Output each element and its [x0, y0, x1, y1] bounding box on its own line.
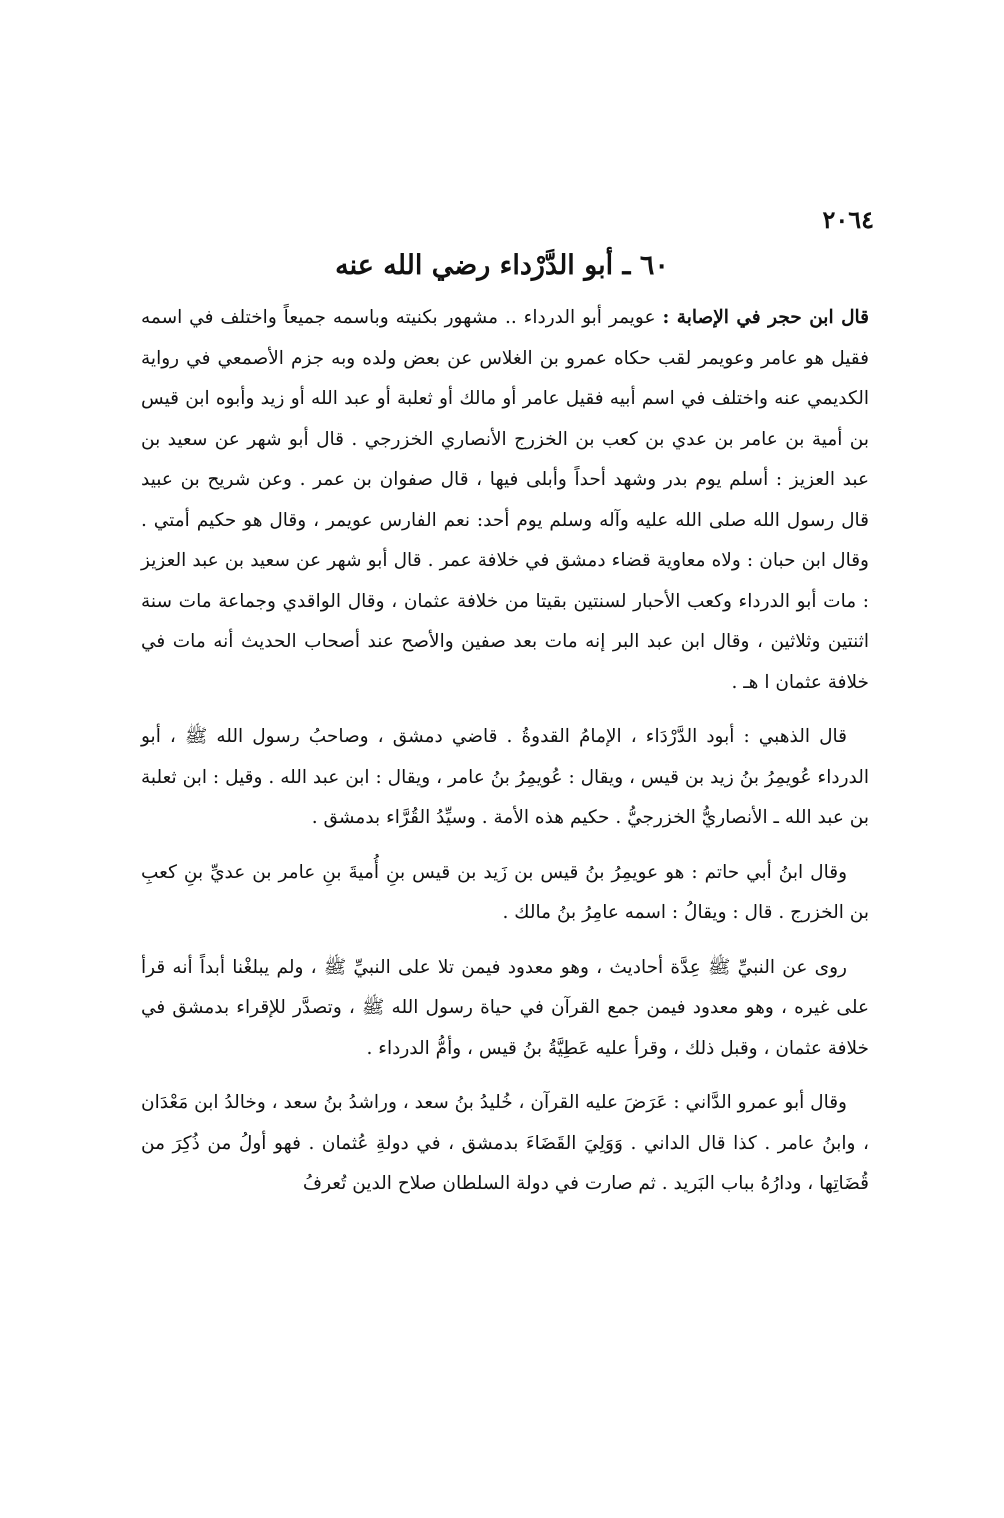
paragraph-text: قال الذهبي : أبود الدَّرْدَاء ، الإمامُ القدوةُ . قاضي دمشق ، وصاحبُ رسول الله ﷺ ، أبو الدرداء عُويمِرُ بنُ زيد بن قيس ، ويقال : عُويمِرُ بنُ عامر ، ويقال : ابن عبد الله . وقيل : ابن ثعلبة بن عبد الله ـ الأنصاريُّ الخزرجيُّ . حكيم هذه الأمة . وسيِّدُ القُرَّاء بدمشق . — [141, 726, 869, 828]
paragraph — [141, 853, 869, 934]
paragraph-lead: قال ابن حجر في الإصابة : — [662, 307, 870, 328]
paragraph — [141, 298, 869, 703]
paragraph — [141, 1083, 869, 1205]
paragraph — [141, 717, 869, 839]
page-number: ٢٠٦٤ — [822, 205, 874, 234]
page-title: ٦٠ ـ أبو الدَّرْداء رضي الله عنه — [335, 250, 669, 282]
paragraph-text: عويمر أبو الدرداء .. مشهور بكنيته وباسمه جميعاً واختلف في اسمه فقيل هو عامر وعويمر لقب حكاه عمرو بن الغلاس عن بعض ولده وبه جزم الأصمعي في رواية الكديمي عنه واختلف في اسم أبيه فقيل عامر أو مالك أو ثعلبة أو عبد الله أو زيد وأبوه ابن قيس بن أمية بن عامر بن عدي بن كعب بن الخزرج الأنصاري الخزرجي . قال أبو شهر عن سعيد بن عبد العزيز : أسلم يوم بدر وشهد أحداً وأبلى فيها ، قال صفوان بن عمر . وعن شريح بن عبيد قال رسول الله صلى الله عليه وآله وسلم يوم أحد: نعم الفارس عويمر ، وقال هو حكيم أمتي . وقال ابن حبان : ولاه معاوية قضاء دمشق في خلافة عمر . قال أبو شهر عن سعيد بن عبد العزيز : مات أبو الدرداء وكعب الأحبار لسنتين بقيتا من خلافة عثمان ، وقال الواقدي وجماعة مات سنة اثنتين وثلاثين ، وقال ابن عبد البر إنه مات بعد صفين والأصح عند أصحاب الحديث أنه مات في خلافة عثمان ا هـ . — [141, 307, 869, 693]
paragraph — [141, 948, 869, 1070]
paragraph-text: وقال أبو عمرو الدَّاني : عَرَضَ عليه القرآن ، خُليدُ بنُ سعد ، وراشدُ بنُ سعد ، وخالدُ ابن مَعْدَان ، وابنُ عامر . كذا قال الداني . وَوَلِيَ القَضَاءَ بدمشق ، في دولةِ عُثمان . فهو أولُ من ذُكِرَ من قُضَاتِها ، ودارُهُ بباب البَريد . ثم صارت في دولة السلطان صلاح الدين تُعرفُ — [141, 1092, 869, 1194]
paragraph-text: روى عن النبيِّ ﷺ عِدَّة أحاديث ، وهو معدود فيمن تلا على النبيِّ ﷺ ، ولم يبلغْنا أبداً أنه قرأ على غيره ، وهو معدود فيمن جمع القرآن في حياة رسول الله ﷺ ، وتصدَّر للإقراء بدمشق في خلافة عثمان ، وقبل ذلك ، وقرأ عليه عَطِيَّةُ بنُ قيس ، وأمُّ الدرداء . — [141, 956, 869, 1059]
text-body — [141, 298, 869, 1219]
paragraph-text: وقال ابنُ أبي حاتم : هو عويمِرُ بنُ قيس بن زَيد بن قيس بنِ أُميةَ بنِ عامر بن عديِّ بنِ كعبِ بن الخزرج . قال : ويقالُ : اسمه عامِرُ بنُ مالك . — [141, 861, 869, 923]
